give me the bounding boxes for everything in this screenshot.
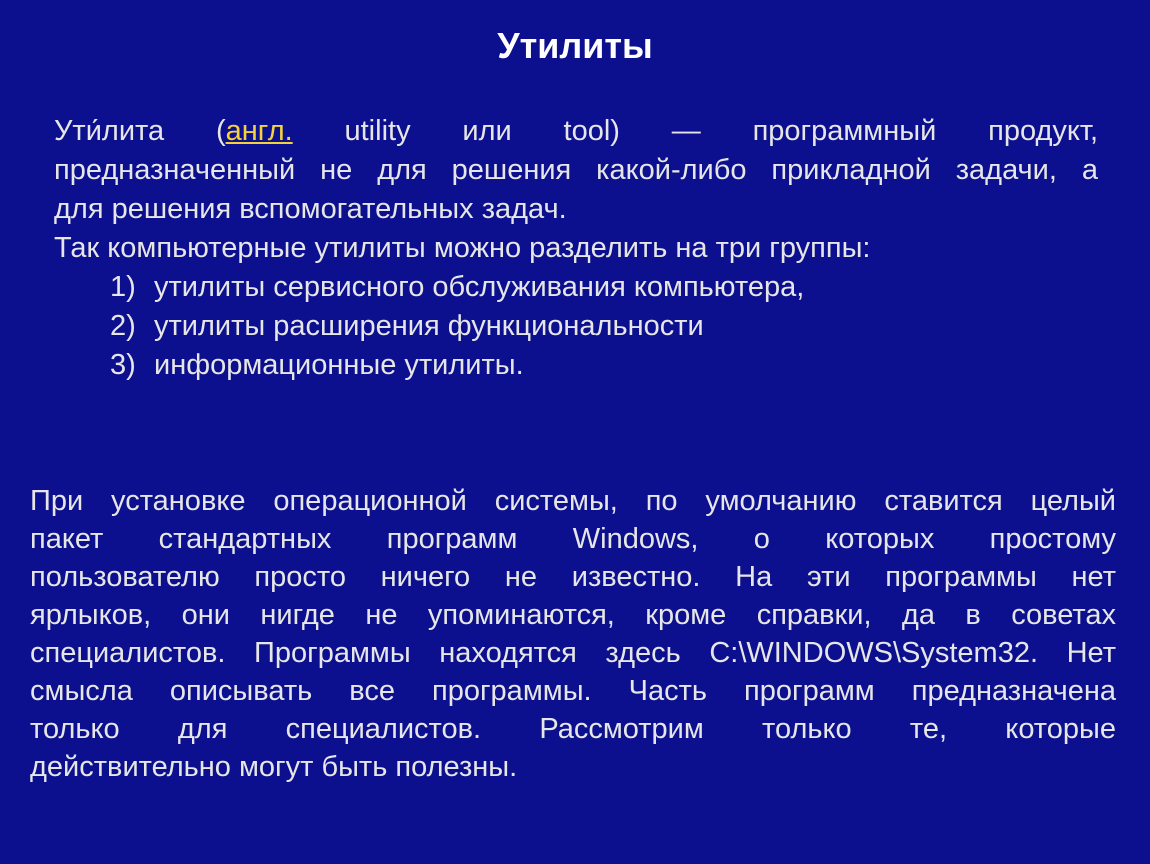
list-item: [54, 346, 1098, 385]
list-text: утилиты сервисного обслуживания компьютера,: [154, 271, 805, 303]
english-link[interactable]: англ.: [225, 115, 293, 147]
paragraph-line: смысла описывать все программы. Часть программ предназначена: [30, 675, 1116, 707]
groups-list: [54, 268, 1098, 385]
definition-line-3: для решения вспомогательных задач.: [54, 193, 567, 225]
slide-title: Утилиты: [497, 25, 653, 66]
paragraph-line: действительно могут быть полезны.: [30, 751, 518, 783]
term: Ути́лита: [54, 115, 165, 147]
list-number: 3): [110, 349, 136, 381]
list-text: утилиты расширения функциональности: [154, 310, 704, 342]
paragraph-line: пакет стандартных программ Windows, о которых простому: [30, 523, 1116, 555]
definition-line-2: предназначенный не для решения какой-либо прикладной задачи, а: [54, 154, 1098, 186]
list-text: информационные утилиты.: [154, 349, 524, 381]
paragraph-line: пользователю просто ничего не известно. На эти программы нет: [30, 561, 1116, 593]
list-number: 1): [110, 271, 136, 303]
definition-rest: utility или tool) — программный продукт,: [344, 115, 1099, 147]
paragraph-line: ярлыков, они нигде не упоминаются, кроме справки, да в советах: [30, 599, 1116, 631]
definition-line-1: [54, 112, 1098, 151]
paragraph-line: только для специалистов. Рассмотрим только те, которые: [30, 713, 1116, 745]
groups-intro: Так компьютерные утилиты можно разделить на три группы:: [54, 232, 871, 264]
windows-paragraph: [30, 482, 1116, 786]
open-paren: (: [215, 115, 226, 147]
list-item: [54, 268, 1098, 307]
list-number: 2): [110, 310, 136, 342]
paragraph-line: специалистов. Программы находятся здесь C:\WINDOWS\System32. Нет: [30, 637, 1116, 669]
definition-block: [54, 112, 1098, 385]
paragraph-line: При установке операционной системы, по умолчанию ставится целый: [30, 485, 1116, 517]
list-item: [54, 307, 1098, 346]
